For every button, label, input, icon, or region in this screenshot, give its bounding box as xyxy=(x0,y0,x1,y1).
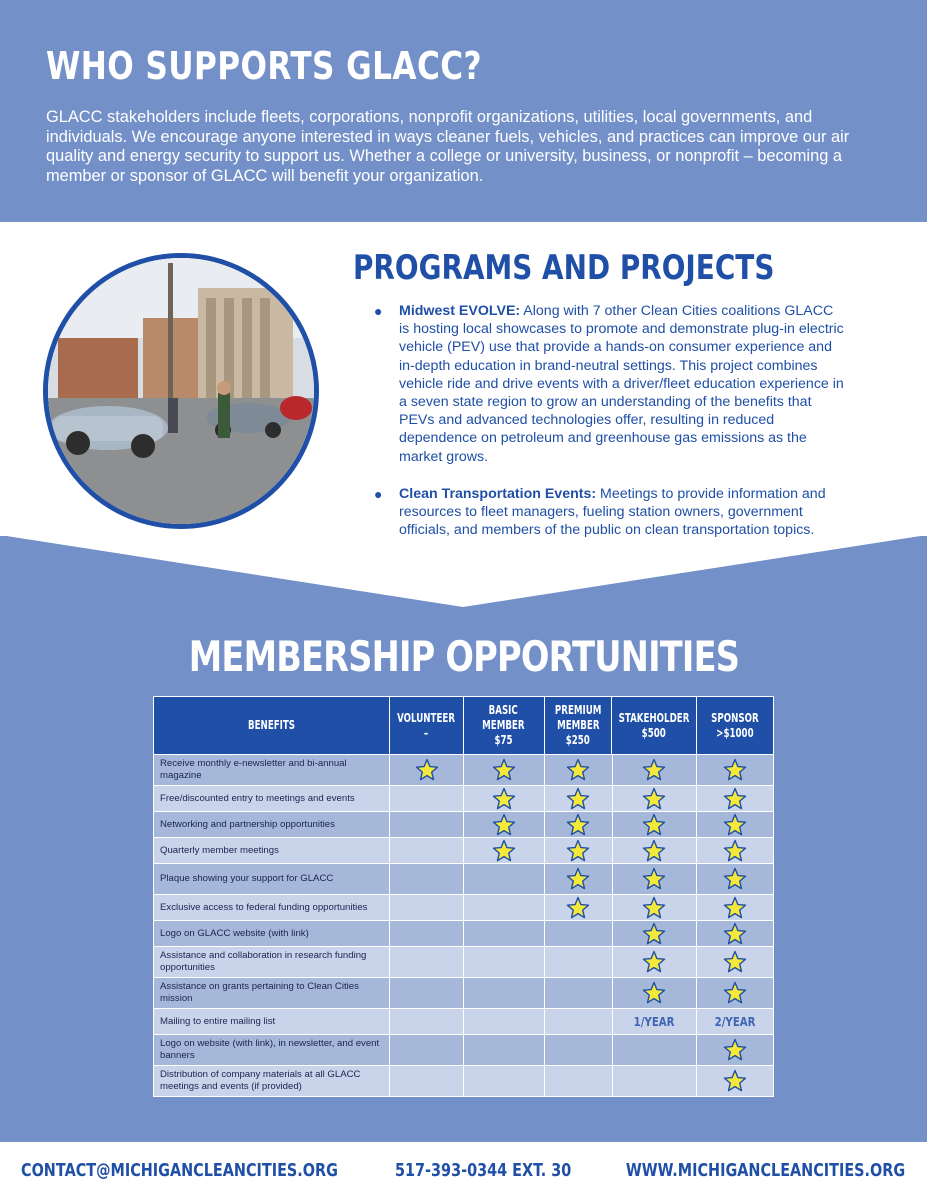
benefit-label: Logo on GLACC website (with link) xyxy=(154,921,390,946)
tier-cell xyxy=(545,838,613,863)
who-supports-title: WHO SUPPORTS GLACC? xyxy=(46,44,482,88)
tier-cell xyxy=(613,947,698,977)
star-icon xyxy=(566,839,590,863)
table-header-label xyxy=(551,703,606,748)
who-supports-paragraph: GLACC stakeholders include fleets, corporations, nonprofit organizations, utilities, local governments, and individuals. We encourage anyone interested in ways cleaner fuels, vehicles, and practices can improve our air quality and energy security to support us. Whether a college or university, business, or nonprofit – becoming a member or sponsor of GLACC will benefit your organization. xyxy=(46,108,850,185)
table-row xyxy=(154,837,773,863)
tier-cell xyxy=(390,755,464,785)
star-icon xyxy=(492,839,516,863)
star-icon xyxy=(723,896,747,920)
tier-cell xyxy=(464,1066,545,1096)
table-header-label xyxy=(707,711,763,741)
benefit-label: Free/discounted entry to meetings and events xyxy=(154,786,390,811)
tier-cell xyxy=(545,947,613,977)
table-row xyxy=(154,977,773,1008)
tier-cell xyxy=(464,1035,545,1065)
bullet-icon: ● xyxy=(374,303,383,319)
tier-cell xyxy=(464,812,545,837)
electric-vehicle-showcase-image xyxy=(48,258,314,524)
table-header-line: SPONSOR xyxy=(711,710,759,725)
star-icon xyxy=(642,896,666,920)
star-icon xyxy=(723,867,747,891)
tier-cell xyxy=(545,1066,613,1096)
tier-cell xyxy=(464,978,545,1008)
table-row xyxy=(154,785,773,811)
tier-cell xyxy=(545,812,613,837)
table-header-cell xyxy=(697,697,773,754)
star-icon xyxy=(642,950,666,974)
tier-cell xyxy=(613,812,698,837)
table-header-label xyxy=(244,718,299,733)
tier-cell xyxy=(545,786,613,811)
star-icon xyxy=(566,787,590,811)
tier-cell xyxy=(464,947,545,977)
benefit-label: Logo on website (with link), in newsletter, and event banners xyxy=(154,1035,390,1065)
program-item-clean-transportation-events xyxy=(374,485,844,540)
tier-cell xyxy=(390,838,464,863)
tier-cell xyxy=(390,947,464,977)
tier-cell xyxy=(464,921,545,946)
table-header-line: VOLUNTEER xyxy=(397,710,456,725)
tier-cell xyxy=(464,786,545,811)
star-icon xyxy=(723,1069,747,1093)
star-icon xyxy=(723,787,747,811)
tier-cell xyxy=(613,1009,698,1034)
tier-cell xyxy=(390,921,464,946)
program-lead: Midwest EVOLVE: xyxy=(399,303,521,319)
tier-cell xyxy=(697,1035,773,1065)
table-header-label xyxy=(613,711,696,741)
benefit-label: Assistance and collaboration in research funding opportunities xyxy=(154,947,390,977)
tier-cell xyxy=(464,838,545,863)
tier-cell xyxy=(697,838,773,863)
tier-cell xyxy=(613,755,698,785)
star-icon xyxy=(566,813,590,837)
program-item-midwest-evolve xyxy=(374,302,844,466)
tier-cell xyxy=(613,895,698,920)
table-header-line: – xyxy=(424,725,429,740)
star-icon xyxy=(492,787,516,811)
tier-cell xyxy=(613,786,698,811)
mailing-frequency: 1/YEAR xyxy=(633,1014,675,1029)
tier-cell xyxy=(390,1035,464,1065)
benefit-label: Networking and partnership opportunities xyxy=(154,812,390,837)
footer xyxy=(0,1160,927,1184)
table-header-line: >$1000 xyxy=(716,725,754,740)
table-header-line: STAKEHOLDER xyxy=(618,710,690,725)
table-row xyxy=(154,863,773,894)
benefit-label: Distribution of company materials at all GLACC meetings and events (if provided) xyxy=(154,1066,390,1096)
table-row xyxy=(154,754,773,785)
tier-cell xyxy=(390,812,464,837)
table-row xyxy=(154,920,773,946)
star-icon xyxy=(642,867,666,891)
tier-cell xyxy=(545,978,613,1008)
star-icon xyxy=(723,839,747,863)
tier-cell xyxy=(697,864,773,894)
mailing-frequency: 2/YEAR xyxy=(714,1014,756,1029)
benefit-label: Exclusive access to federal funding opportunities xyxy=(154,895,390,920)
benefit-label: Plaque showing your support for GLACC xyxy=(154,864,390,894)
membership-table xyxy=(153,696,774,1097)
star-icon xyxy=(566,896,590,920)
star-icon xyxy=(723,950,747,974)
table-header-line: $75 xyxy=(494,733,513,747)
tier-cell xyxy=(697,1066,773,1096)
star-icon xyxy=(566,758,590,782)
tier-cell xyxy=(545,921,613,946)
star-icon xyxy=(723,981,747,1005)
table-row xyxy=(154,811,773,837)
table-header-cell xyxy=(545,697,613,754)
tier-cell xyxy=(613,1035,698,1065)
tier-cell xyxy=(613,978,698,1008)
tier-cell xyxy=(613,864,698,894)
contact-email-link[interactable]: CONTACT@MICHIGANCLEANCITIES.ORG xyxy=(21,1160,338,1181)
tier-cell xyxy=(545,755,613,785)
program-text: Meetings to provide information and resources to fleet managers, fueling station owners, government officials, and members of the public on clean transportation topics. xyxy=(399,485,826,539)
star-icon xyxy=(492,758,516,782)
star-icon xyxy=(642,787,666,811)
star-icon xyxy=(723,1038,747,1062)
tier-cell xyxy=(464,755,545,785)
star-icon xyxy=(492,813,516,837)
tier-cell xyxy=(697,1009,773,1034)
tier-cell xyxy=(545,864,613,894)
tier-cell xyxy=(545,895,613,920)
table-header-row xyxy=(154,697,773,754)
table-header-line: MEMBER xyxy=(482,718,525,732)
table-header-line: BENEFITS xyxy=(247,718,295,732)
programs-title: PROGRAMS AND PROJECTS xyxy=(353,248,775,288)
star-icon xyxy=(642,922,666,946)
tier-cell xyxy=(697,755,773,785)
table-header-line: $500 xyxy=(642,725,667,740)
benefit-label: Quarterly member meetings xyxy=(154,838,390,863)
table-header-cell xyxy=(154,697,390,754)
tier-cell xyxy=(697,921,773,946)
program-text: Along with 7 other Clean Cities coalitions GLACC is hosting local showcases to promote and demonstrate plug-in electric vehicle (PEV) use that provide a hands-on consumer experience and in-depth education in brand-neutral settings. This project combines vehicle ride and drive events with a driver/fleet education experience in a seven state region to grow an understanding of the benefits that PEVs and advanced technologies offer, resulting in reduced dependence on petroleum and greenhouse gas emissions as the market grows. xyxy=(399,303,844,465)
tier-cell xyxy=(697,786,773,811)
tier-cell xyxy=(464,895,545,920)
star-icon xyxy=(723,813,747,837)
benefit-label: Assistance on grants pertaining to Clean Cities mission xyxy=(154,978,390,1008)
programs-list xyxy=(374,302,844,558)
tier-cell xyxy=(464,864,545,894)
tier-cell xyxy=(390,786,464,811)
tier-cell xyxy=(613,921,698,946)
tier-cell xyxy=(390,1066,464,1096)
star-icon xyxy=(415,758,439,782)
membership-title xyxy=(0,632,927,681)
table-header-line: BASIC xyxy=(489,703,519,717)
star-icon xyxy=(642,813,666,837)
table-row xyxy=(154,894,773,920)
table-header-line: MEMBER xyxy=(556,718,600,732)
tier-cell xyxy=(697,895,773,920)
star-icon xyxy=(642,839,666,863)
table-row xyxy=(154,946,773,977)
table-header-label xyxy=(479,703,529,748)
tier-cell xyxy=(613,1066,698,1096)
table-row xyxy=(154,1008,773,1034)
membership-title-text: MEMBERSHIP OPPORTUNITIES xyxy=(188,632,739,681)
bullet-icon: ● xyxy=(374,485,383,502)
website-link[interactable]: WWW.MICHIGANCLEANCITIES.ORG xyxy=(625,1160,905,1181)
tier-cell xyxy=(545,1009,613,1034)
program-lead: Clean Transportation Events: xyxy=(399,485,597,502)
tier-cell xyxy=(613,838,698,863)
table-header-label xyxy=(392,711,460,741)
table-header-line: PREMIUM xyxy=(554,703,602,717)
tier-cell xyxy=(390,978,464,1008)
star-icon xyxy=(723,922,747,946)
table-header-cell xyxy=(390,697,464,754)
contact-phone: 517-393-0344 EXT. 30 xyxy=(395,1160,572,1181)
star-icon xyxy=(642,981,666,1005)
tier-cell xyxy=(697,978,773,1008)
tier-cell xyxy=(390,1009,464,1034)
table-row xyxy=(154,1034,773,1065)
tier-cell xyxy=(697,812,773,837)
tier-cell xyxy=(390,864,464,894)
star-icon xyxy=(642,758,666,782)
star-icon xyxy=(723,758,747,782)
table-header-cell xyxy=(612,697,697,754)
event-photo xyxy=(43,253,319,529)
tier-cell xyxy=(545,1035,613,1065)
table-header-line: $250 xyxy=(565,733,591,747)
tier-cell xyxy=(390,895,464,920)
benefit-label: Mailing to entire mailing list xyxy=(154,1009,390,1034)
table-body xyxy=(154,754,773,1096)
star-icon xyxy=(566,867,590,891)
tier-cell xyxy=(464,1009,545,1034)
tier-cell xyxy=(697,947,773,977)
table-row xyxy=(154,1065,773,1096)
table-header-cell xyxy=(464,697,545,754)
benefit-label: Receive monthly e-newsletter and bi-annual magazine xyxy=(154,755,390,785)
